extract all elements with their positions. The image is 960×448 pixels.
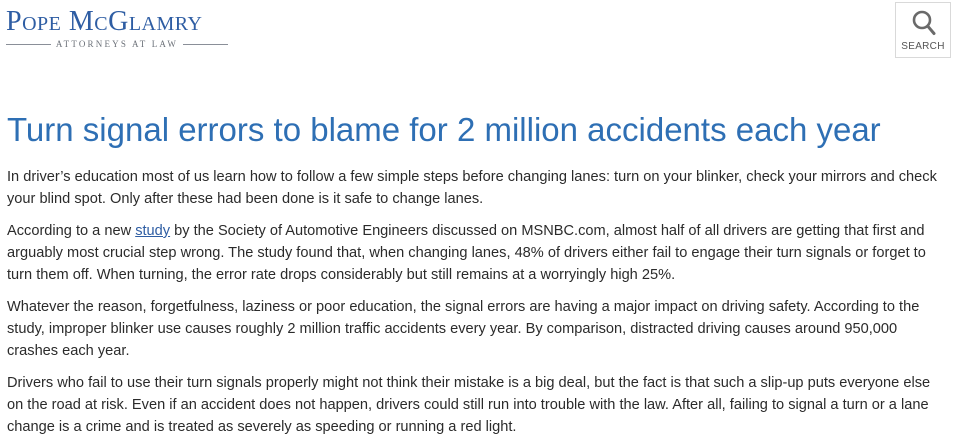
logo-rule-right xyxy=(183,44,228,45)
search-icon xyxy=(912,10,936,36)
article-title: Turn signal errors to blame for 2 million accidents each year xyxy=(7,111,881,148)
search-button[interactable] xyxy=(895,2,951,58)
article-paragraph-1: In driver’s education most of us learn how to follow a few simple steps before changing lanes: turn on your blinker, check your mirrors and check your blind spot. Only after these had been done is it safe to change lanes. xyxy=(7,169,937,207)
site-header xyxy=(0,0,960,62)
article-paragraph-2 xyxy=(7,220,937,286)
site-logo[interactable] xyxy=(6,8,232,49)
logo-tagline-row xyxy=(6,39,228,49)
article-paragraph-3: Whatever the reason, forgetfulness, laziness or poor education, the signal errors are having a major impact on driving safety. According to the study, improper blinker use causes roughly 2 million traffic accidents every year. By comparison, distracted driving causes around 950,000 crashes each year. xyxy=(7,299,920,359)
article xyxy=(7,104,937,448)
paragraph-2-text-after: by the Society of Automotive Engineers discussed on MSNBC.com, almost half of all drivers are getting that first and arguably most crucial step wrong. The study found that, when changing lanes, 48% of drivers either fail to engage their turn signals or forget to turn them off. When turning, the error rate drops considerably but still remains at a worryingly high 25%. xyxy=(7,223,926,283)
article-paragraph-4: Drivers who fail to use their turn signals properly might not think their mistake is a big deal, but the fact is that such a slip-up puts everyone else on the road at risk. Even if an accident does not happen, drivers could still run into trouble with the law. After all, failing to signal a turn or a lane change is a crime and is treated as severely as speeding or running a red light. xyxy=(7,375,931,435)
logo-tagline: ATTORNEYS AT LAW xyxy=(55,39,179,49)
study-link[interactable]: study xyxy=(135,223,171,239)
search-label: SEARCH xyxy=(901,41,945,52)
paragraph-2-text-before: According to a new xyxy=(7,223,136,239)
logo-rule-left xyxy=(6,44,51,45)
logo-name: Pope McGlamry xyxy=(6,6,203,37)
